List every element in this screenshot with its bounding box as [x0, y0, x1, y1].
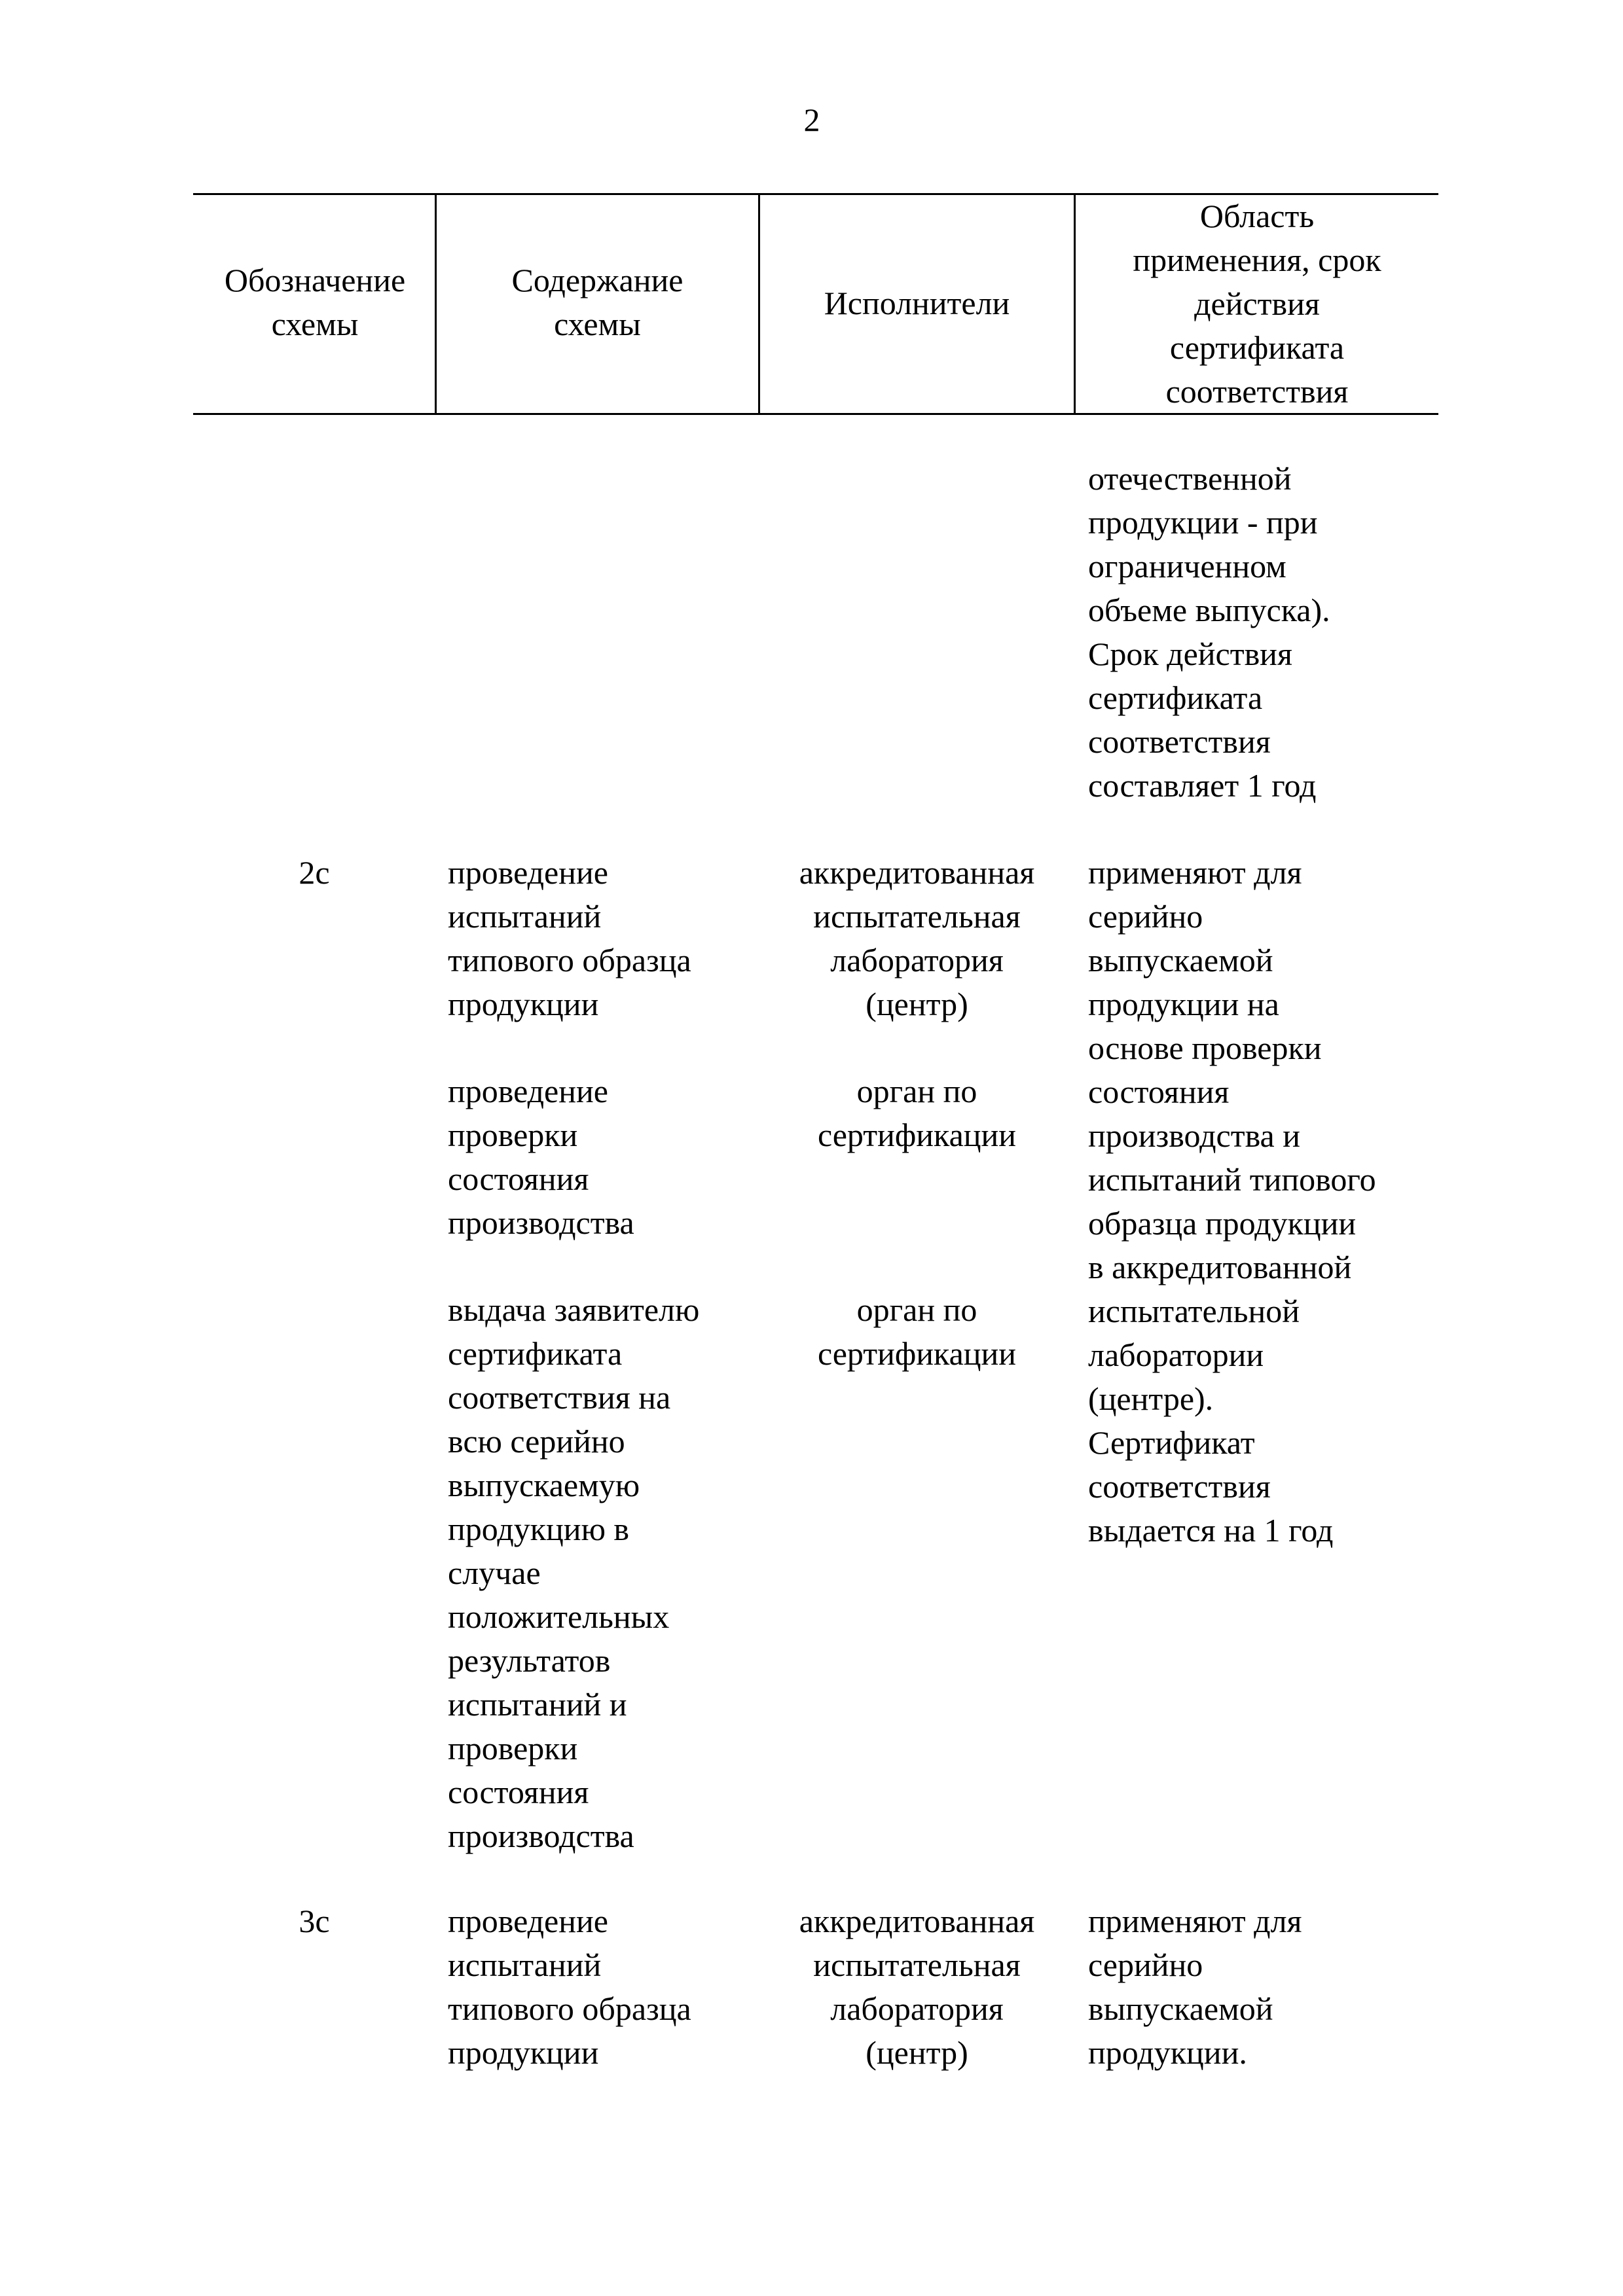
scheme-content-item: проведение испытаний типового образца продукции	[448, 1903, 691, 2071]
performer-item: аккредитованная испытательная лаборатория (центр)	[799, 854, 1035, 1022]
header-designation: Обозначение схемы	[224, 262, 406, 342]
performer-item: аккредитованная испытательная лаборатория (центр)	[799, 1903, 1035, 2071]
scheme-code: 2с	[299, 854, 330, 891]
performer-item: орган по сертификации	[817, 1291, 1017, 1372]
scheme-content-item: проведение проверки состояния производства	[448, 1073, 634, 1241]
page-number: 2	[803, 101, 820, 138]
continuation-scope: отечественной продукции - при ограниченном объеме выпуска). Срок действия сертификата соответствия составляет 1 год	[1088, 460, 1330, 804]
scheme-content-item: проведение испытаний типового образца продукции	[448, 854, 691, 1022]
header-performers: Исполнители	[824, 285, 1010, 321]
scheme-scope: применяют для серийно выпускаемой продукции.	[1088, 1903, 1302, 2071]
scheme-content-item: выдача заявителю сертификата соответствия на всю серийно выпускаемую продукцию в случае положительных результатов испытаний и проверки состояния производства	[448, 1291, 700, 1854]
performer-item: орган по сертификации	[817, 1073, 1017, 1153]
scheme-scope: применяют для серийно выпускаемой продукции на основе проверки состояния производства и испытаний типового образца продукции в аккредитованной испытательной лаборатории (центре). Сертификат соответствия выдается на 1 год	[1088, 854, 1376, 1549]
header-content: Содержание схемы	[511, 262, 684, 342]
scheme-code: 3с	[299, 1903, 330, 1939]
header-scope: Область применения, срок действия сертификата соответствия	[1133, 198, 1381, 410]
